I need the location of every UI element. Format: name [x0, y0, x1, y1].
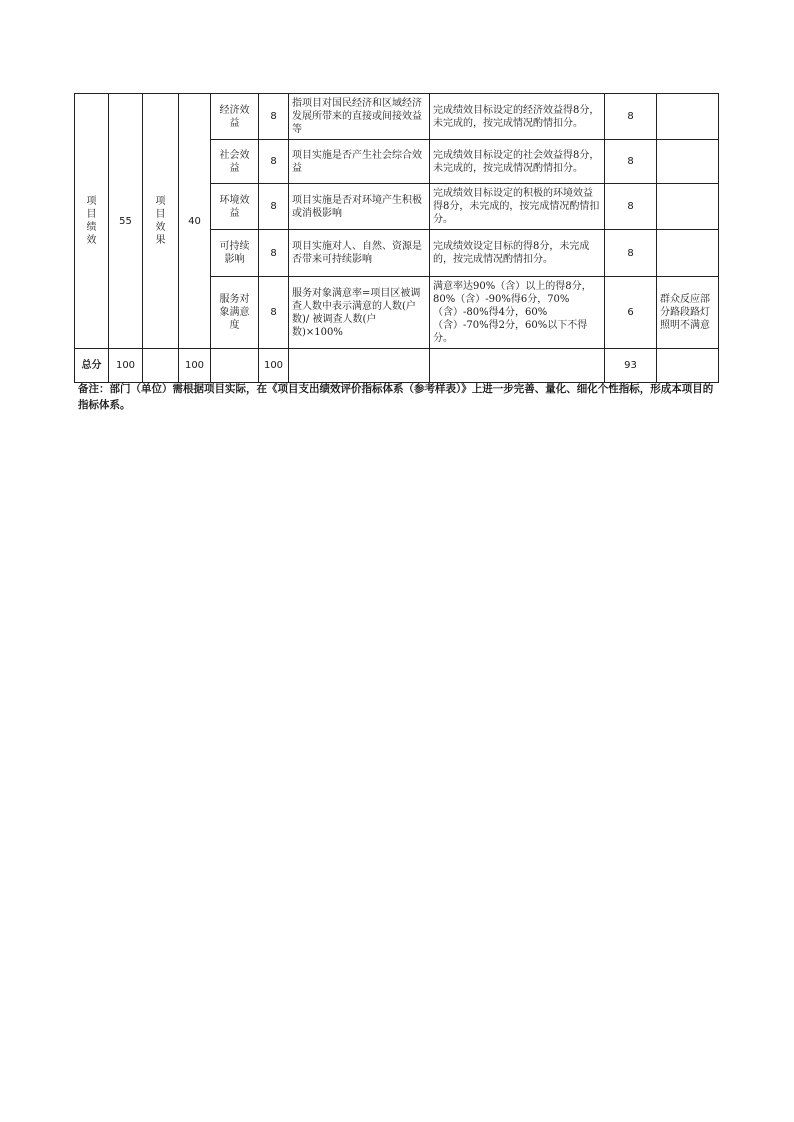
table-row	[75, 94, 719, 140]
total-score: 93	[605, 349, 657, 383]
subgroup-weight: 40	[179, 94, 211, 349]
indicator-score: 8	[605, 184, 657, 230]
indicator-weight: 8	[259, 277, 289, 349]
empty-cell	[430, 349, 605, 383]
total-weight-3: 100	[259, 349, 289, 383]
total-weight-2: 100	[179, 349, 211, 383]
scoring-standard: 满意率达90%（含）以上的得8分，80%（含）-90%得6分，70%（含）-80%得4分，60%（含）-70%得2分，60%以下不得分。	[430, 277, 605, 349]
scoring-standard: 完成绩效目标设定的经济效益得8分，未完成的，按完成情况酌情扣分。	[430, 94, 605, 140]
total-row	[75, 349, 719, 383]
indicator-definition: 项目实施是否产生社会综合效益	[289, 140, 430, 184]
scoring-standard: 完成绩效目标设定的社会效益得8分，未完成的，按完成情况酌情扣分。	[430, 140, 605, 184]
subgroup-label-cell	[143, 94, 179, 349]
empty-cell	[143, 349, 179, 383]
scoring-standard: 完成绩效目标设定的积极的环境效益得8分，未完成的，按完成情况酌情扣分。	[430, 184, 605, 230]
indicator-remark: 群众反应部分路段路灯照明不满意	[657, 277, 719, 349]
indicator-remark	[657, 140, 719, 184]
indicator-name: 环境效益	[211, 184, 259, 230]
empty-cell	[289, 349, 430, 383]
total-label: 总分	[75, 349, 109, 383]
empty-cell	[211, 349, 259, 383]
indicator-weight: 8	[259, 184, 289, 230]
indicator-name: 经济效益	[211, 94, 259, 140]
table-footnote: 备注：部门（单位）需根据项目实际，在《项目支出绩效评价指标体系（参考样表）》上进一步完善、量化、细化个性指标，形成本项目的指标体系。	[78, 383, 714, 411]
group-weight: 55	[109, 94, 143, 349]
indicator-remark	[657, 230, 719, 277]
indicator-remark	[657, 94, 719, 140]
indicator-definition: 服务对象满意率=项目区被调查人数中表示满意的人数(户数)/ 被调查人数(户数)×100%	[289, 277, 430, 349]
indicator-name: 服务对象满意度	[211, 277, 259, 349]
group-label: 项目绩效	[86, 196, 97, 246]
indicator-name: 社会效益	[211, 140, 259, 184]
group-label-cell	[75, 94, 109, 349]
subgroup-label: 项目效果	[155, 196, 166, 246]
indicator-name: 可持续影响	[211, 230, 259, 277]
indicator-definition: 项目实施对人、自然、资源是否带来可持续影响	[289, 230, 430, 277]
indicator-score: 6	[605, 277, 657, 349]
indicator-definition: 项目实施是否对环境产生积极或消极影响	[289, 184, 430, 230]
performance-evaluation-table	[74, 93, 719, 383]
indicator-weight: 8	[259, 94, 289, 140]
indicator-score: 8	[605, 230, 657, 277]
indicator-remark	[657, 184, 719, 230]
scoring-standard: 完成绩效设定目标的得8分，未完成的，按完成情况酌情扣分。	[430, 230, 605, 277]
indicator-score: 8	[605, 94, 657, 140]
total-weight-1: 100	[109, 349, 143, 383]
empty-cell	[657, 349, 719, 383]
indicator-weight: 8	[259, 230, 289, 277]
indicator-definition: 指项目对国民经济和区域经济发展所带来的直接或间接效益等	[289, 94, 430, 140]
indicator-score: 8	[605, 140, 657, 184]
indicator-weight: 8	[259, 140, 289, 184]
